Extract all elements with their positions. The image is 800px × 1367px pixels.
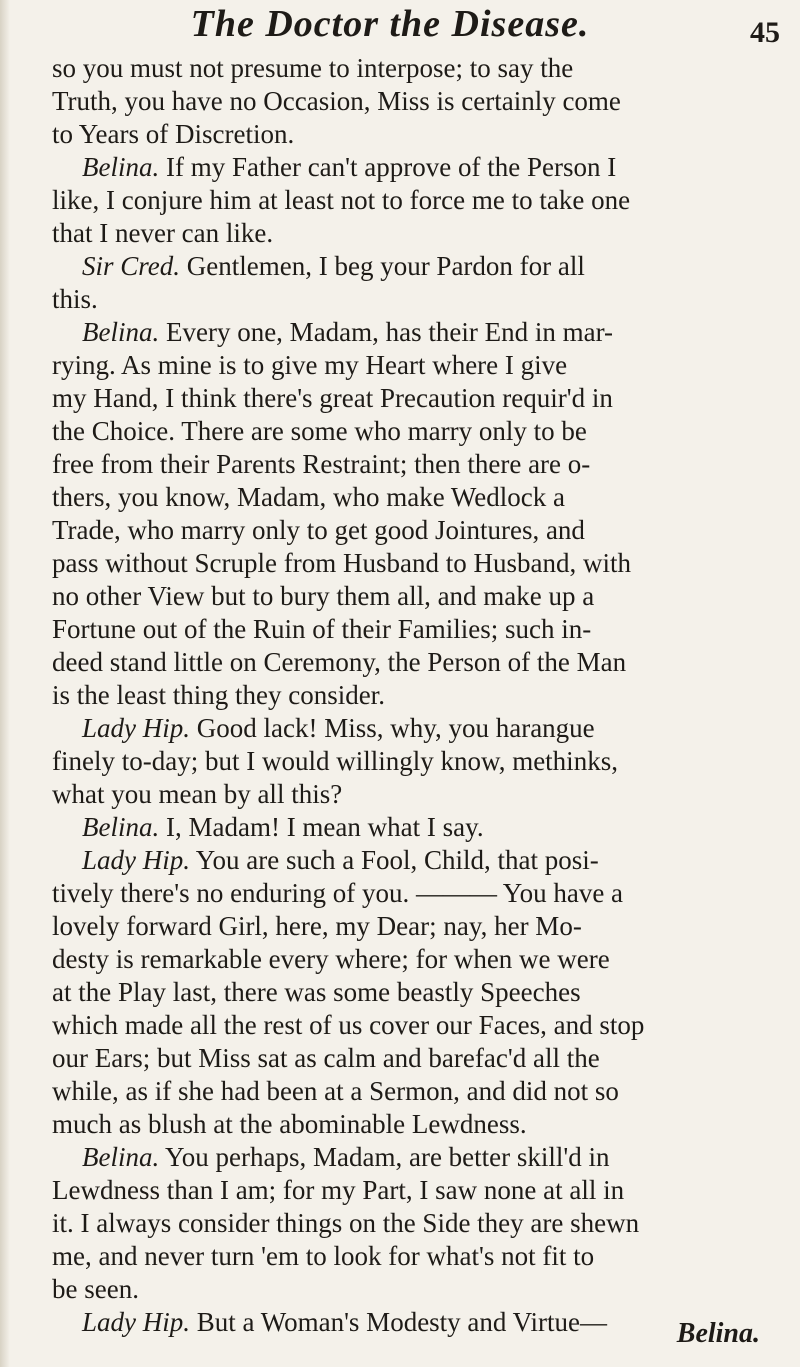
line-text: pass without Scruple from Husband to Husband, with	[52, 548, 631, 578]
running-head: The Doctor the Disease.	[190, 3, 590, 45]
page-header	[0, 2, 800, 50]
line-text: Gentlemen, I beg your Pardon for all	[180, 251, 585, 281]
line-text: which made all the rest of us cover our Faces, and stop	[52, 1010, 645, 1040]
line-text: Every one, Madam, has their End in mar-	[159, 317, 614, 347]
line-text: our Ears; but Miss sat as calm and barefac'd all the	[52, 1043, 600, 1073]
text-line	[52, 118, 792, 151]
speaker-name: Lady Hip.	[82, 1307, 190, 1337]
text-line	[52, 514, 792, 547]
text-line	[52, 778, 792, 811]
text-line	[52, 382, 792, 415]
line-text: is the least thing they consider.	[52, 680, 385, 710]
speaker-name: Lady Hip.	[82, 713, 190, 743]
text-line	[52, 613, 792, 646]
line-text: Truth, you have no Occasion, Miss is certainly come	[52, 86, 621, 116]
page-number: 45	[750, 16, 780, 49]
text-line	[52, 448, 792, 481]
line-text: much as blush at the abominable Lewdness.	[52, 1109, 527, 1139]
line-text: deed stand little on Ceremony, the Person of the Man	[52, 647, 627, 677]
line-text: this.	[52, 284, 98, 314]
line-text: finely to-day; but I would willingly know, methinks,	[52, 746, 618, 776]
text-line	[52, 52, 792, 85]
line-text: the Choice. There are some who marry only to be	[52, 416, 587, 446]
line-text: But a Woman's Modesty and Virtue—	[190, 1307, 608, 1337]
dialogue-text	[52, 52, 792, 1339]
line-text: be seen.	[52, 1274, 139, 1304]
line-text: I, Madam! I mean what I say.	[159, 812, 484, 842]
speaker-name: Lady Hip.	[82, 845, 190, 875]
line-text: it. I always consider things on the Side they are shewn	[52, 1208, 640, 1238]
line-text: to Years of Discretion.	[52, 119, 295, 149]
speech-line-start	[52, 1141, 792, 1174]
text-line	[52, 580, 792, 613]
text-line	[52, 349, 792, 382]
text-line	[52, 943, 792, 976]
text-line	[52, 217, 792, 250]
text-line	[52, 646, 792, 679]
line-text: You are such a Fool, Child, that posi-	[190, 845, 599, 875]
text-line	[52, 976, 792, 1009]
line-text: what you mean by all this?	[52, 779, 343, 809]
line-text: If my Father can't approve of the Person I	[159, 152, 617, 182]
line-text: You perhaps, Madam, are better skill'd in	[159, 1142, 610, 1172]
text-line	[52, 877, 792, 910]
line-text: my Hand, I think there's great Precaution requir'd in	[52, 383, 613, 413]
line-text: rying. As mine is to give my Heart where I give	[52, 350, 568, 380]
speech-line-start	[52, 844, 792, 877]
line-text: Lewdness than I am; for my Part, I saw none at all in	[52, 1175, 625, 1205]
line-text: like, I conjure him at least not to force me to take one	[52, 185, 631, 215]
line-text: no other View but to bury them all, and make up a	[52, 581, 595, 611]
text-line	[52, 184, 792, 217]
text-line	[52, 283, 792, 316]
text-line	[52, 745, 792, 778]
text-line	[52, 1207, 792, 1240]
speech-line-start	[52, 712, 792, 745]
text-line	[52, 1108, 792, 1141]
speaker-name: Belina.	[82, 812, 160, 842]
text-line	[52, 1075, 792, 1108]
speech-line-start	[52, 316, 792, 349]
text-line	[52, 679, 792, 712]
speaker-name: Sir Cred.	[82, 251, 181, 281]
catchword: Belina.	[676, 1318, 760, 1349]
speaker-name: Belina.	[82, 317, 160, 347]
line-text: that I never can like.	[52, 218, 274, 248]
line-text: me, and never turn 'em to look for what's not fit to	[52, 1241, 595, 1271]
line-text: Trade, who marry only to get good Jointures, and	[52, 515, 585, 545]
text-line	[52, 1174, 792, 1207]
line-text: thers, you know, Madam, who make Wedlock a	[52, 482, 565, 512]
speech-line-start	[52, 151, 792, 184]
text-line	[52, 547, 792, 580]
speaker-name: Belina.	[82, 152, 160, 182]
line-text: Good lack! Miss, why, you harangue	[190, 713, 595, 743]
speaker-name: Belina.	[82, 1142, 160, 1172]
line-text: while, as if she had been at a Sermon, and did not so	[52, 1076, 619, 1106]
line-text: free from their Parents Restraint; then there are o-	[52, 449, 591, 479]
line-text: tively there's no enduring of you. ——— You have a	[52, 878, 624, 908]
speech-line-start	[52, 250, 792, 283]
text-line	[52, 1009, 792, 1042]
text-line	[52, 1273, 792, 1306]
text-line	[52, 910, 792, 943]
text-line	[52, 1042, 792, 1075]
text-line	[52, 481, 792, 514]
text-line	[52, 85, 792, 118]
text-line	[52, 1240, 792, 1273]
line-text: desty is remarkable every where; for when we were	[52, 944, 610, 974]
speech-line-start	[52, 811, 792, 844]
line-text: at the Play last, there was some beastly Speeches	[52, 977, 581, 1007]
line-text: so you must not presume to interpose; to say the	[52, 53, 574, 83]
text-line	[52, 415, 792, 448]
line-text: Fortune out of the Ruin of their Families; such in-	[52, 614, 592, 644]
line-text: lovely forward Girl, here, my Dear; nay, her Mo-	[52, 911, 582, 941]
page-gutter-edge	[0, 0, 10, 1367]
